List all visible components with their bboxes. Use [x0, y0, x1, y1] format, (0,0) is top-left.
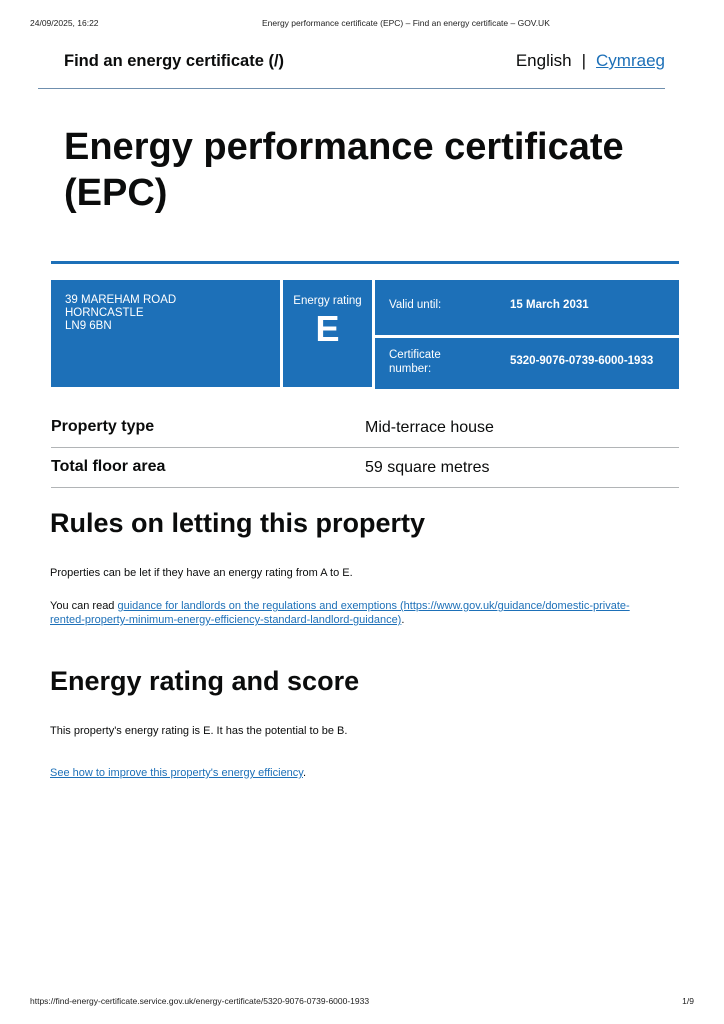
address-line: LN9 6BN	[65, 320, 112, 332]
guidance-suffix: .	[401, 614, 405, 626]
fact-label: Property type	[51, 418, 155, 435]
page-title: Energy performance certificate (EPC)	[64, 126, 624, 214]
print-footer-url: https://find-energy-certificate.service.gov.uk/energy-certificate/5320-9076-0739-6000-1933	[30, 996, 370, 1006]
language-switcher	[516, 51, 665, 71]
improve-efficiency-link[interactable]: See how to improve this property's energy efficiency	[50, 767, 303, 779]
certificate-number-box	[375, 338, 679, 389]
guidance-paragraph	[50, 599, 664, 627]
certificate-number-label: Certificate number:	[389, 349, 441, 375]
valid-until-box	[375, 280, 679, 335]
service-name-link[interactable]: Find an energy certificate (/)	[64, 52, 285, 70]
fact-row-floor-area	[51, 449, 679, 488]
site-header	[38, 48, 665, 89]
fact-row-property-type	[51, 409, 679, 448]
print-page-number: 1/9	[682, 996, 694, 1006]
valid-until-label: Valid until:	[389, 299, 442, 311]
print-timestamp: 24/09/2025, 16:22	[30, 18, 99, 28]
guidance-prefix: You can read	[50, 600, 118, 612]
language-separator: |	[581, 51, 587, 70]
fact-label: Total floor area	[51, 458, 166, 475]
fact-value: 59 square metres	[365, 459, 490, 476]
energy-rating-paragraph: This property's energy rating is E. It has the potential to be B.	[50, 725, 348, 737]
address-line: 39 MAREHAM ROAD	[65, 294, 177, 306]
landlord-guidance-link[interactable]: guidance for landlords on the regulations and exemptions (https://www.gov.uk/guidance/domestic-private-rented-property-minimum-energy-efficiency-standard-landlord-guidance)	[50, 600, 630, 626]
energy-rating-letter: E	[315, 308, 340, 349]
valid-until-value: 15 March 2031	[510, 299, 589, 311]
property-facts-list	[51, 409, 679, 488]
rules-paragraph: Properties can be let if they have an energy rating from A to E.	[50, 567, 353, 579]
certificate-number-value: 5320-9076-0739-6000-1933	[510, 355, 654, 367]
address-line: HORNCASTLE	[65, 307, 144, 319]
improve-suffix: .	[302, 767, 307, 779]
rules-heading: Rules on letting this property	[50, 508, 426, 538]
improve-paragraph	[50, 766, 664, 780]
language-current: English	[515, 51, 572, 70]
energy-rating-heading: Energy rating and score	[50, 666, 360, 696]
fact-value: Mid-terrace house	[365, 419, 494, 436]
property-address	[51, 280, 280, 387]
energy-rating-box	[283, 280, 372, 387]
energy-rating-label: Energy rating	[293, 295, 362, 307]
language-cymraeg-link[interactable]: Cymraeg	[596, 51, 665, 70]
epc-summary-panel	[51, 261, 679, 389]
print-document-title: Energy performance certificate (EPC) – Find an energy certificate – GOV.UK	[262, 18, 550, 28]
